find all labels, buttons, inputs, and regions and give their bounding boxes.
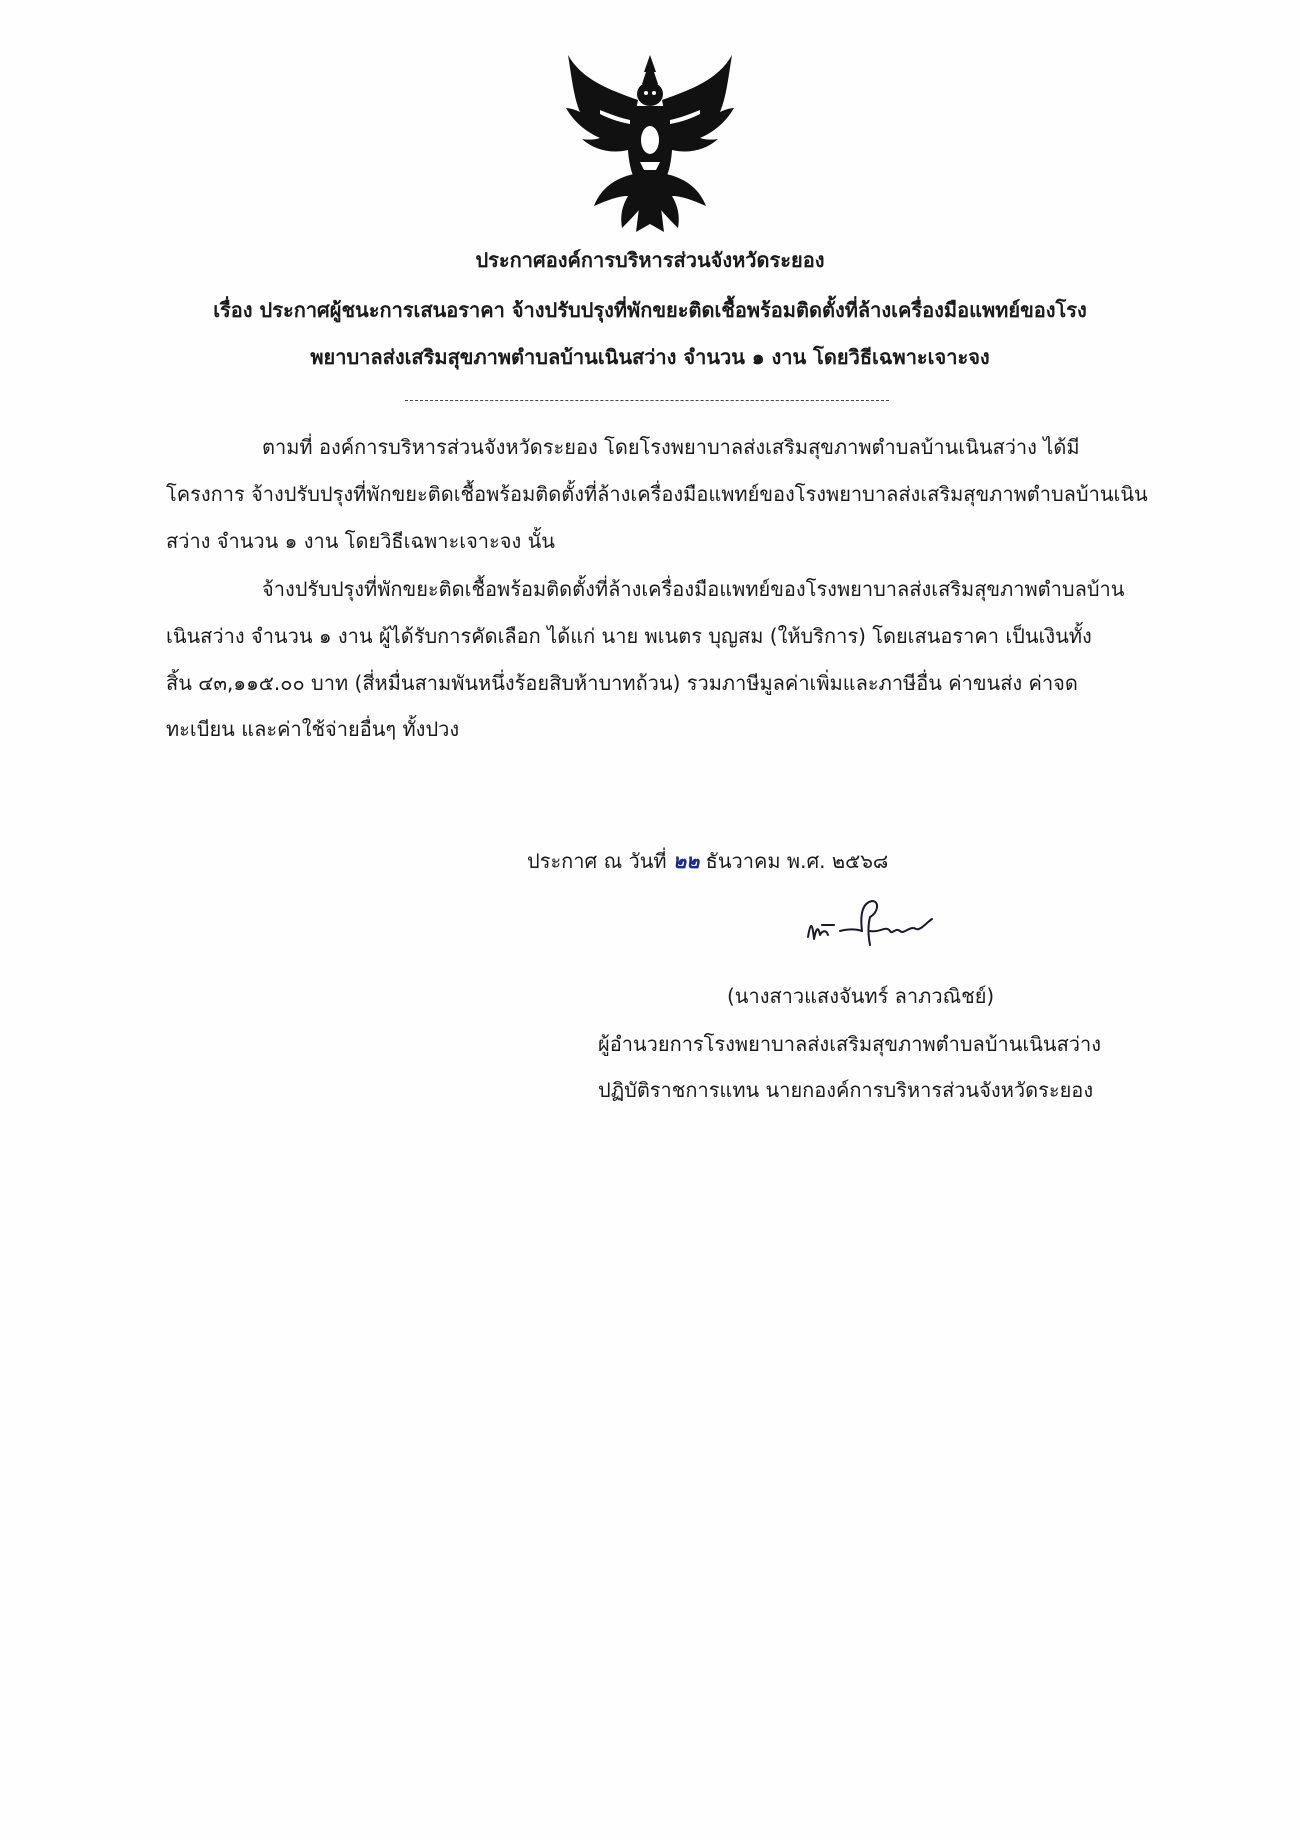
announcement-date — [527, 847, 888, 875]
date-day-handwritten: ๒๒ — [672, 849, 700, 873]
subject-line-1: เรื่อง ประกาศผู้ชนะการเสนอราคา จ้างปรับปรุงที่พักขยะติดเชื้อพร้อมติดตั้งที่ล้างเครื่องมือแพทย์ของโรง — [213, 298, 1087, 322]
subject-line-2: พยาบาลส่งเสริมสุขภาพตำบลบ้านเนินสว่าง จำนวน ๑ งาน โดยวิธีเฉพาะเจาะจง — [310, 345, 990, 369]
signature-icon — [800, 895, 950, 955]
announcement-title: ประกาศองค์การบริหารส่วนจังหวัดระยอง — [475, 248, 825, 272]
paragraph-1-line-2: โครงการ จ้างปรับปรุงที่พักขยะติดเชื้อพร้อมติดตั้งที่ล้างเครื่องมือแพทย์ของโรงพยาบาลส่งเสริมสุขภาพตำบลบ้านเนิน — [166, 482, 1148, 506]
signatory-name: (นางสาวแสงจันทร์ ลาภวณิชย์) — [727, 984, 995, 1008]
dashed-divider — [405, 400, 889, 401]
signatory-position-2: ปฏิบัติราชการแทน นายกองค์การบริหารส่วนจังหวัดระยอง — [598, 1078, 1094, 1102]
paragraph-1-line-1: ตามที่ องค์การบริหารส่วนจังหวัดระยอง โดยโรงพยาบาลส่งเสริมสุขภาพตำบลบ้านเนินสว่าง ได้มี — [262, 435, 1080, 459]
paragraph-2-line-2: เนินสว่าง จำนวน ๑ งาน ผู้ได้รับการคัดเลือก ได้แก่ นาย พเนตร บุญสม (ให้บริการ) โดยเสนอราคา เป็นเงินทั้ง — [166, 624, 1092, 648]
paragraph-2-line-4: ทะเบียน และค่าใช้จ่ายอื่นๆ ทั้งปวง — [166, 717, 460, 741]
paragraph-1-line-3: สว่าง จำนวน ๑ งาน โดยวิธีเฉพาะเจาะจง นั้น — [166, 529, 555, 553]
paragraph-2-line-1: จ้างปรับปรุงที่พักขยะติดเชื้อพร้อมติดตั้งที่ล้างเครื่องมือแพทย์ของโรงพยาบาลส่งเสริมสุขภาพตำบลบ้าน — [262, 577, 1125, 601]
date-month-year: ธันวาคม พ.ศ. ๒๕๖๘ — [705, 849, 889, 873]
date-prefix: ประกาศ ณ วันที่ — [527, 849, 667, 873]
signatory-position-1: ผู้อำนวยการโรงพยาบาลส่งเสริมสุขภาพตำบลบ้านเนินสว่าง — [598, 1032, 1102, 1056]
paragraph-2-line-3: สิ้น ๔๓,๑๑๕.๐๐ บาท (สี่หมื่นสามพันหนึ่งร้อยสิบห้าบาทถ้วน) รวมภาษีมูลค่าเพิ่มและภาษีอื่น ค่าขนส่ง ค่าจด — [166, 671, 1078, 695]
garuda-emblem-icon — [560, 50, 740, 235]
